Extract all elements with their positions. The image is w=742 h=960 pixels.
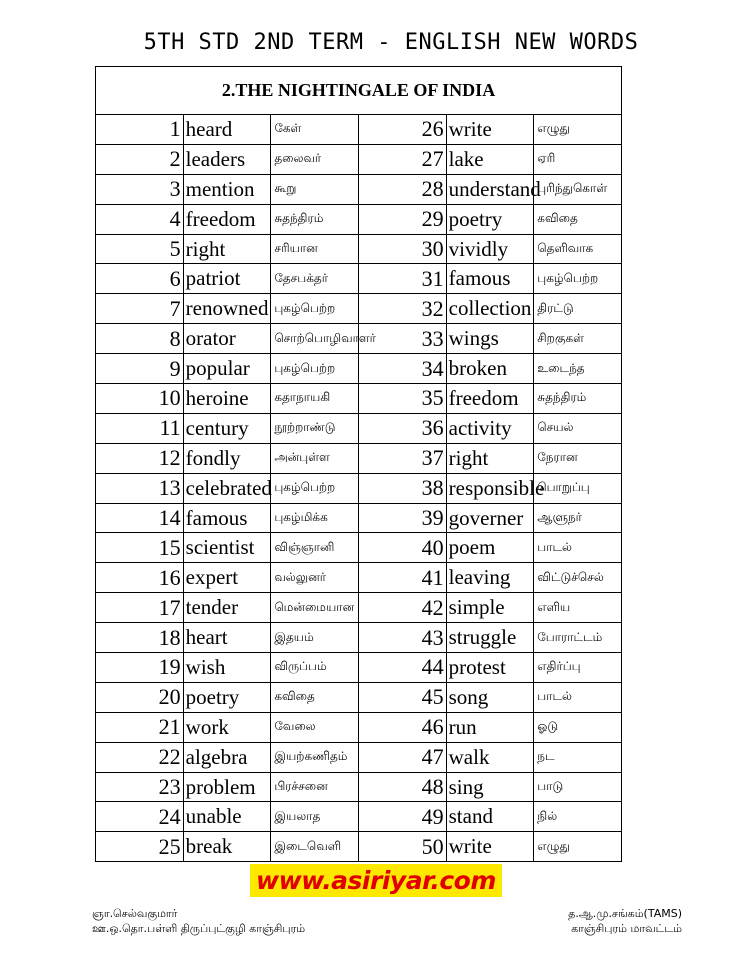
word-row (96, 204, 622, 234)
tamil-meaning: தலைவர் (271, 144, 359, 174)
word-row (96, 712, 622, 742)
number: 25 (96, 832, 184, 862)
english-word: famous (183, 503, 271, 533)
word-row (96, 563, 622, 593)
tamil-meaning: நேரான (534, 443, 622, 473)
number: 2 (96, 144, 184, 174)
english-word: renowned (183, 294, 271, 324)
tamil-meaning: ஓடு (534, 712, 622, 742)
english-word: celebrated (183, 473, 271, 503)
english-word: write (446, 832, 534, 862)
number: 31 (358, 264, 446, 294)
tamil-meaning: கேள் (271, 115, 359, 145)
number: 32 (358, 294, 446, 324)
tamil-meaning: மென்மையான (271, 593, 359, 623)
word-row (96, 354, 622, 384)
number: 37 (358, 443, 446, 473)
tamil-meaning: எதிர்ப்பு (534, 653, 622, 683)
number: 39 (358, 503, 446, 533)
english-word: work (183, 712, 271, 742)
number: 29 (358, 204, 446, 234)
number: 16 (96, 563, 184, 593)
word-row (96, 832, 622, 862)
tamil-meaning: இயலாத (271, 802, 359, 832)
tamil-meaning: அன்புள்ள (271, 443, 359, 473)
english-word: fondly (183, 443, 271, 473)
author-school: ஊ.ஒ.தொ.பள்ளி திருப்புட்குழி காஞ்சிபுரம் (92, 922, 306, 935)
number: 21 (96, 712, 184, 742)
lesson-title: 2.THE NIGHTINGALE OF INDIA (96, 67, 622, 115)
english-word: patriot (183, 264, 271, 294)
english-word: freedom (446, 384, 534, 414)
tamil-meaning: திரட்டு (534, 294, 622, 324)
word-row (96, 384, 622, 414)
tamil-meaning: எளிய (534, 593, 622, 623)
tamil-meaning: பிரச்சனை (271, 772, 359, 802)
english-word: song (446, 682, 534, 712)
number: 48 (358, 772, 446, 802)
tamil-meaning: புகழ்பெற்ற (271, 473, 359, 503)
word-row (96, 682, 622, 712)
number: 40 (358, 533, 446, 563)
lesson-header-row (96, 67, 622, 115)
tamil-meaning: பாடல் (534, 682, 622, 712)
tamil-meaning: சுதந்திரம் (271, 204, 359, 234)
english-word: broken (446, 354, 534, 384)
english-word: poem (446, 533, 534, 563)
word-table (95, 66, 622, 862)
english-word: responsible (446, 473, 534, 503)
footer-organization (568, 906, 682, 936)
tamil-meaning: சுதந்திரம் (534, 384, 622, 414)
number: 46 (358, 712, 446, 742)
tamil-meaning: இதயம் (271, 623, 359, 653)
number: 4 (96, 204, 184, 234)
number: 49 (358, 802, 446, 832)
tamil-meaning: உடைந்த (534, 354, 622, 384)
word-row (96, 174, 622, 204)
tamil-meaning: ஆளுநர் (534, 503, 622, 533)
tamil-meaning: புகழ்மிக்க (271, 503, 359, 533)
organization-district: காஞ்சிபுரம் மாவட்டம் (571, 922, 682, 935)
number: 38 (358, 473, 446, 503)
word-row (96, 264, 622, 294)
english-word: break (183, 832, 271, 862)
tamil-meaning: புரிந்துகொள் (534, 174, 622, 204)
english-word: heard (183, 115, 271, 145)
page-title: 5TH STD 2ND TERM - ENGLISH NEW WORDS (143, 30, 639, 55)
tamil-meaning: விஞ்ஞானி (271, 533, 359, 563)
tamil-meaning: தெளிவாக (534, 234, 622, 264)
tamil-meaning: கூறு (271, 174, 359, 204)
tamil-meaning: தேசபக்தர் (271, 264, 359, 294)
english-word: wings (446, 324, 534, 354)
english-word: problem (183, 772, 271, 802)
word-row (96, 324, 622, 354)
english-word: algebra (183, 742, 271, 772)
number: 36 (358, 413, 446, 443)
tamil-meaning: சரியான (271, 234, 359, 264)
tamil-meaning: புகழ்பெற்ற (534, 264, 622, 294)
website-link[interactable]: www.asiriyar.com (250, 864, 502, 897)
word-row (96, 653, 622, 683)
number: 22 (96, 742, 184, 772)
number: 23 (96, 772, 184, 802)
english-word: heart (183, 623, 271, 653)
english-word: sing (446, 772, 534, 802)
number: 8 (96, 324, 184, 354)
english-word: tender (183, 593, 271, 623)
tamil-meaning: நட (534, 742, 622, 772)
english-word: freedom (183, 204, 271, 234)
tamil-meaning: வேலை (271, 712, 359, 742)
tamil-meaning: போராட்டம் (534, 623, 622, 653)
number: 19 (96, 653, 184, 683)
tamil-meaning: ஏரி (534, 144, 622, 174)
number: 34 (358, 354, 446, 384)
english-word: orator (183, 324, 271, 354)
tamil-meaning: நூற்றாண்டு (271, 413, 359, 443)
tamil-meaning: விட்டுச்செல் (534, 563, 622, 593)
number: 17 (96, 593, 184, 623)
number: 18 (96, 623, 184, 653)
word-row (96, 503, 622, 533)
tamil-meaning: இயற்கணிதம் (271, 742, 359, 772)
number: 14 (96, 503, 184, 533)
english-word: collection (446, 294, 534, 324)
tamil-meaning: பொறுப்பு (534, 473, 622, 503)
tamil-meaning: கவிதை (534, 204, 622, 234)
number: 10 (96, 384, 184, 414)
number: 26 (358, 115, 446, 145)
number: 44 (358, 653, 446, 683)
tamil-meaning: எழுது (534, 832, 622, 862)
english-word: simple (446, 593, 534, 623)
number: 11 (96, 413, 184, 443)
footer-author (92, 906, 305, 936)
number: 20 (96, 682, 184, 712)
number: 9 (96, 354, 184, 384)
tamil-meaning: புகழ்பெற்ற (271, 294, 359, 324)
number: 6 (96, 264, 184, 294)
tamil-meaning: கதாநாயகி (271, 384, 359, 414)
tamil-meaning: விருப்பம் (271, 653, 359, 683)
number: 28 (358, 174, 446, 204)
word-row (96, 234, 622, 264)
word-row (96, 144, 622, 174)
tamil-meaning: வல்லுனர் (271, 563, 359, 593)
word-row (96, 413, 622, 443)
tamil-meaning: இடைவெளி (271, 832, 359, 862)
word-row (96, 115, 622, 145)
tamil-meaning: எழுது (534, 115, 622, 145)
english-word: governer (446, 503, 534, 533)
english-word: poetry (183, 682, 271, 712)
number: 13 (96, 473, 184, 503)
number: 43 (358, 623, 446, 653)
word-row (96, 443, 622, 473)
english-word: century (183, 413, 271, 443)
number: 47 (358, 742, 446, 772)
english-word: vividly (446, 234, 534, 264)
english-word: wish (183, 653, 271, 683)
tamil-meaning: கவிதை (271, 682, 359, 712)
number: 45 (358, 682, 446, 712)
word-row (96, 802, 622, 832)
organization-name: த.ஆ.மு.சங்கம்(TAMS) (568, 907, 682, 920)
number: 3 (96, 174, 184, 204)
word-row (96, 593, 622, 623)
number: 5 (96, 234, 184, 264)
english-word: mention (183, 174, 271, 204)
english-word: activity (446, 413, 534, 443)
word-row (96, 772, 622, 802)
english-word: run (446, 712, 534, 742)
tamil-meaning: பாடு (534, 772, 622, 802)
number: 7 (96, 294, 184, 324)
number: 33 (358, 324, 446, 354)
english-word: right (446, 443, 534, 473)
number: 41 (358, 563, 446, 593)
english-word: popular (183, 354, 271, 384)
english-word: protest (446, 653, 534, 683)
tamil-meaning: சொற்பொழிவாளர் (271, 324, 359, 354)
word-row (96, 473, 622, 503)
english-word: expert (183, 563, 271, 593)
english-word: lake (446, 144, 534, 174)
english-word: famous (446, 264, 534, 294)
english-word: understand (446, 174, 534, 204)
english-word: walk (446, 742, 534, 772)
english-word: leaving (446, 563, 534, 593)
number: 42 (358, 593, 446, 623)
word-row (96, 742, 622, 772)
english-word: stand (446, 802, 534, 832)
number: 30 (358, 234, 446, 264)
english-word: right (183, 234, 271, 264)
tamil-meaning: புகழ்பெற்ற (271, 354, 359, 384)
number: 24 (96, 802, 184, 832)
english-word: poetry (446, 204, 534, 234)
english-word: write (446, 115, 534, 145)
word-row (96, 294, 622, 324)
number: 50 (358, 832, 446, 862)
word-row (96, 533, 622, 563)
number: 1 (96, 115, 184, 145)
english-word: unable (183, 802, 271, 832)
word-row (96, 623, 622, 653)
tamil-meaning: செயல் (534, 413, 622, 443)
number: 15 (96, 533, 184, 563)
number: 27 (358, 144, 446, 174)
english-word: struggle (446, 623, 534, 653)
english-word: scientist (183, 533, 271, 563)
tamil-meaning: பாடல் (534, 533, 622, 563)
author-name: ஞா.செல்வகுமார் (92, 907, 178, 920)
tamil-meaning: நில் (534, 802, 622, 832)
tamil-meaning: சிறகுகள் (534, 324, 622, 354)
english-word: heroine (183, 384, 271, 414)
number: 35 (358, 384, 446, 414)
number: 12 (96, 443, 184, 473)
english-word: leaders (183, 144, 271, 174)
